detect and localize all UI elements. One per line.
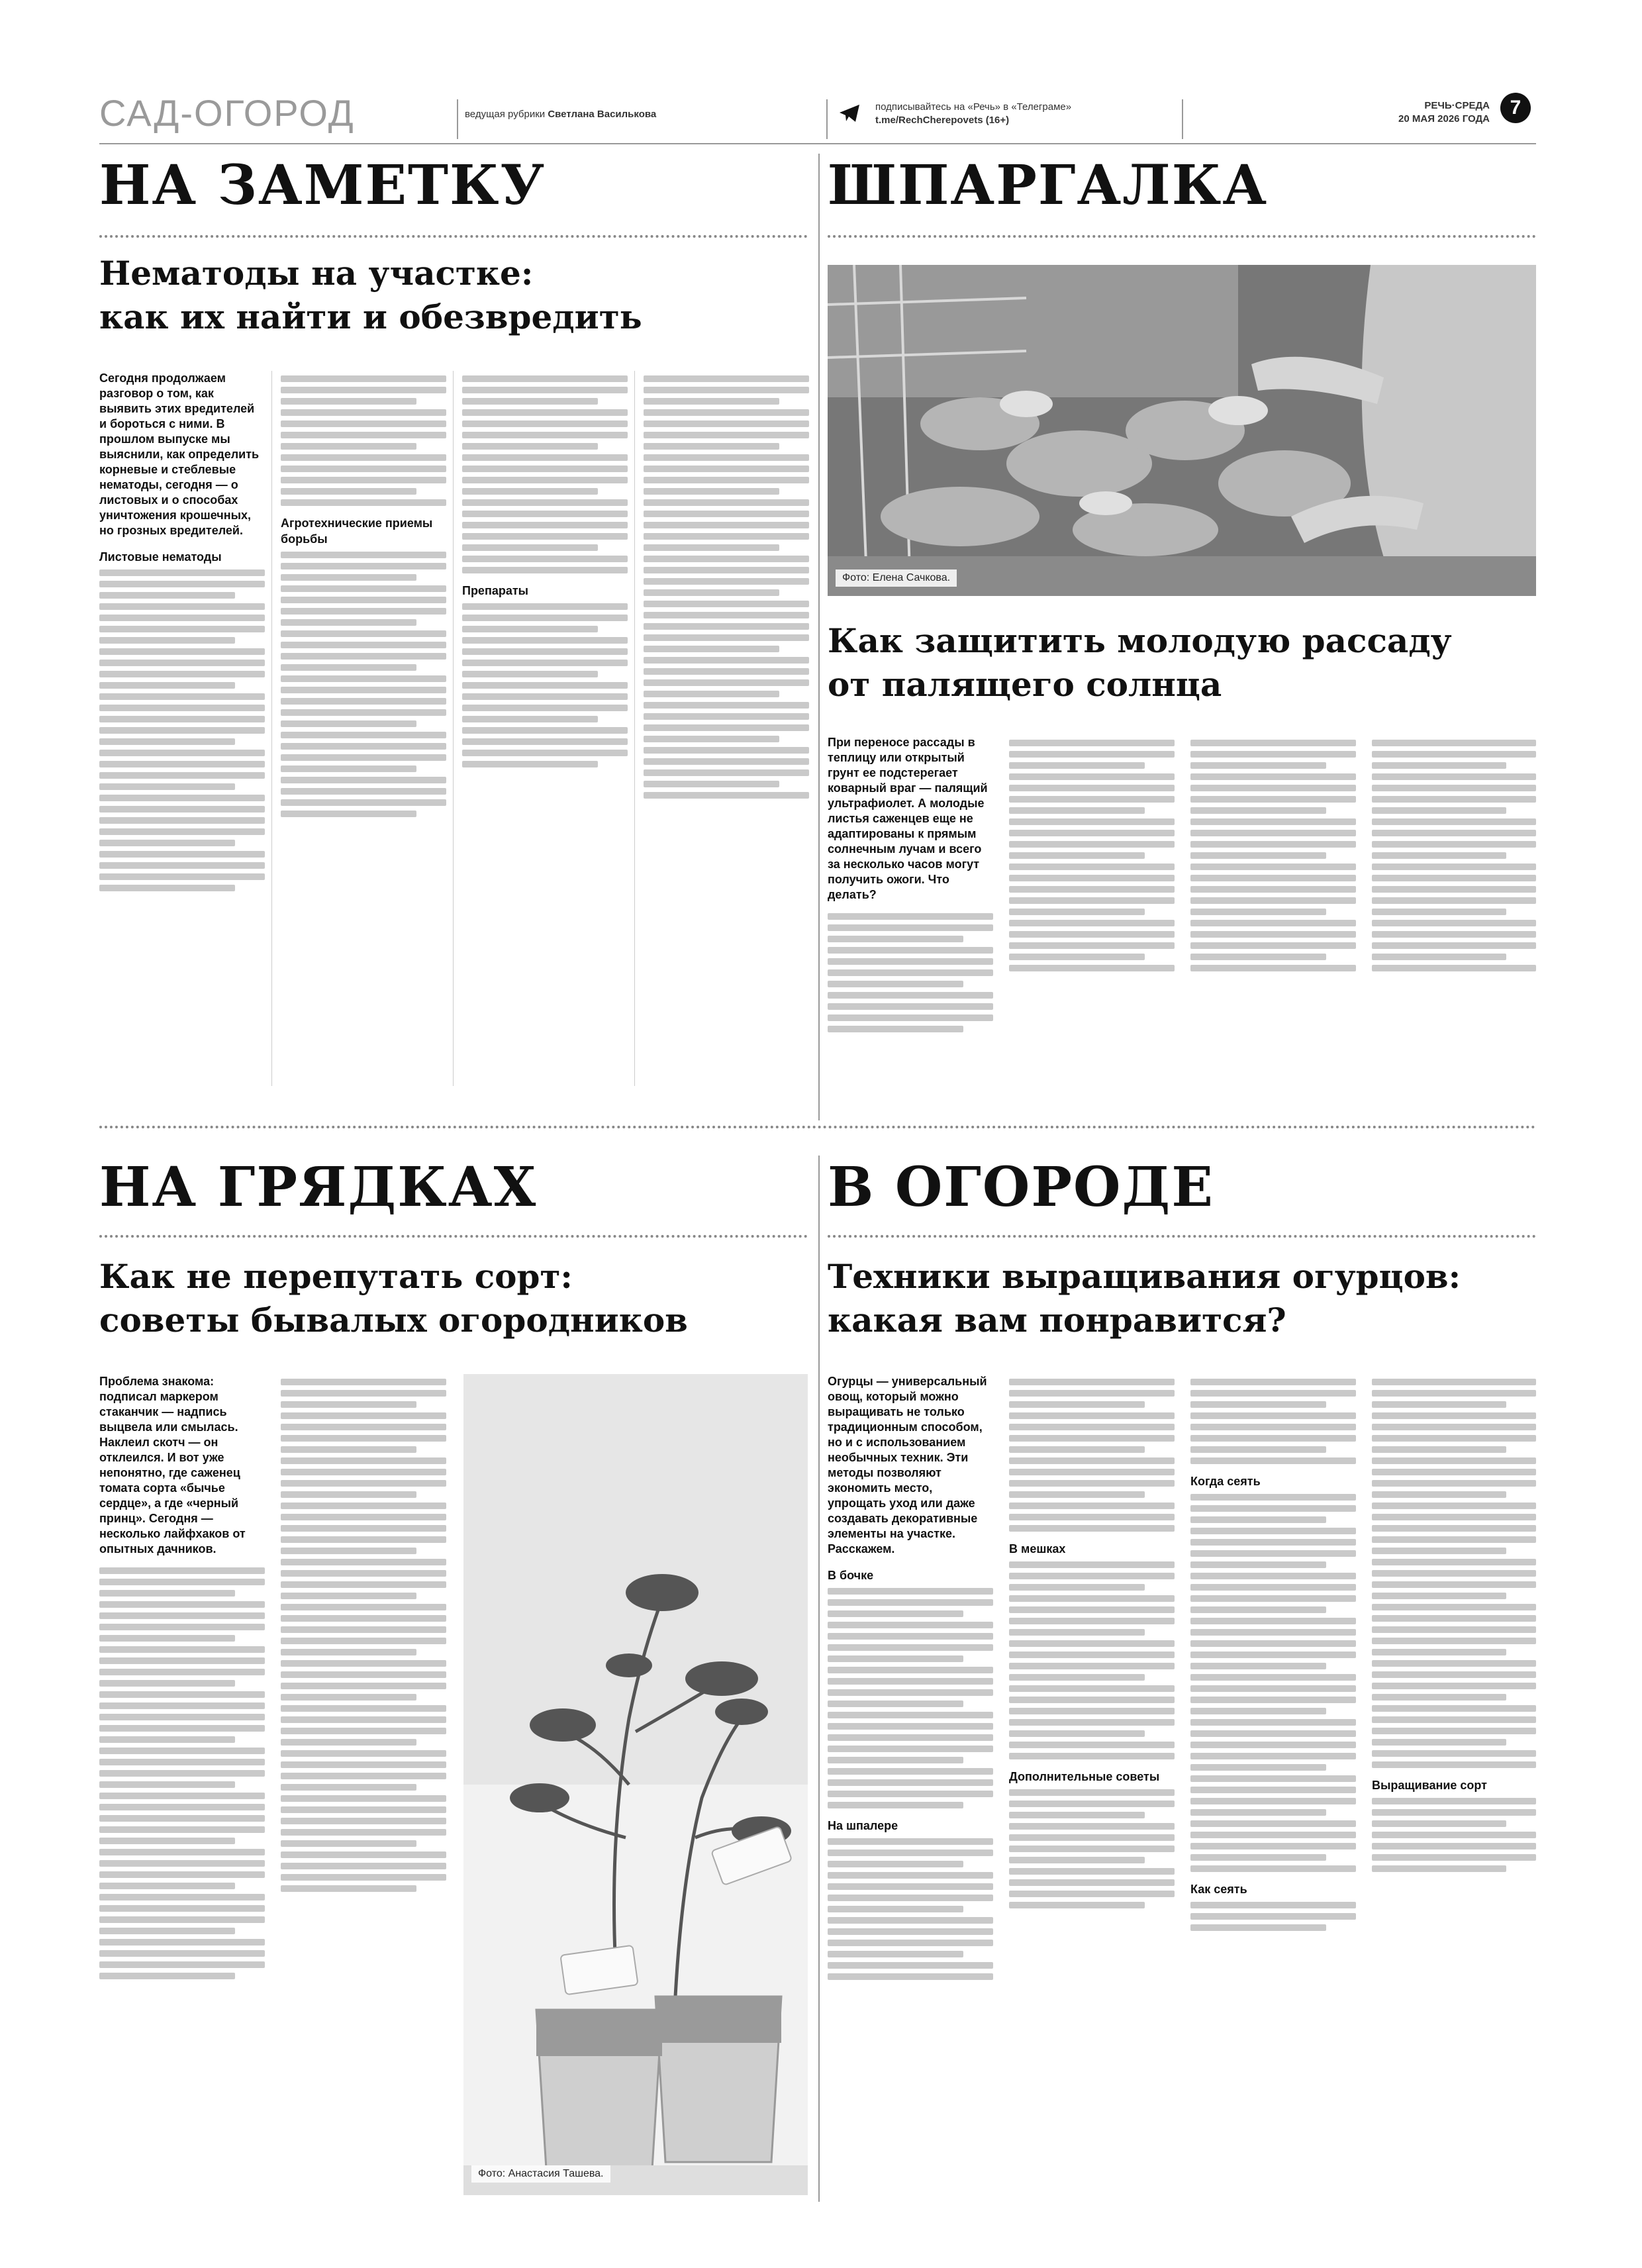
article-column bbox=[99, 1374, 265, 2195]
headline-line: какая вам понравится? bbox=[828, 1301, 1286, 1340]
article-column bbox=[1190, 1374, 1356, 2195]
article-subhead: Препараты bbox=[462, 584, 529, 597]
column-divider bbox=[453, 371, 454, 1086]
page-number: 7 bbox=[1500, 93, 1531, 123]
headline-line: как их найти и обезвредить bbox=[99, 297, 642, 336]
article-column bbox=[1372, 735, 1536, 1086]
section-title-garden: В ОГОРОДЕ bbox=[828, 1156, 1214, 1219]
article-subhead: Выращивание сорт bbox=[1372, 1779, 1487, 1792]
article-lead: Сегодня продолжаем разговор о том, как выявить этих вредителей и бороться с ними. В прошлом выпуске мы выяснили, как определить корневые и стеблевые нематоды, сегодня — о листовых и о способах уничтожения крошечных, но грозных вредителей. bbox=[99, 371, 260, 537]
article-subhead: Агротехнические приемы борьбы bbox=[281, 517, 433, 546]
rubric-label: САД-ОГОРОД bbox=[99, 92, 355, 134]
editor-name: Светлана Василькова bbox=[548, 109, 657, 120]
tomato-seedlings-photo bbox=[463, 1374, 808, 2195]
page-center-rule bbox=[818, 1156, 820, 2202]
article-lead: При переносе рассады в теплицу или открытый грунт ее подстерегает коварный враг — палящий ультрафиолет. А молодые листья саженцев еще не адаптированы к прямым солнечным лучам и всего за несколько часов могут получить ожоги. Что делать? bbox=[828, 736, 988, 901]
article-column bbox=[828, 1374, 993, 2195]
photo-caption: Фото: Елена Сачкова. bbox=[836, 569, 957, 587]
article-subhead: Дополнительные советы bbox=[1009, 1770, 1160, 1783]
seedlings-photo bbox=[828, 265, 1536, 596]
headline-line: Как защитить молодую рассаду bbox=[828, 621, 1452, 660]
section-rule bbox=[828, 235, 1536, 238]
article-subhead: Когда сеять bbox=[1190, 1475, 1261, 1488]
page-center-rule bbox=[818, 154, 820, 1120]
article-lead: Огурцы — универсальный овощ, который можно выращивать не только традиционным способом, но и с использованием необычных техник. Эти методы позволяют экономить место, упрощать уход или даже создавать декоративные элементы на участке. Расскажем. bbox=[828, 1375, 987, 1555]
subscribe-line: подписывайтесь на «Речь» в «Телеграме» bbox=[875, 101, 1072, 113]
photo-caption: Фото: Анастасия Ташева. bbox=[471, 2165, 610, 2183]
editor-credit bbox=[465, 108, 656, 121]
article-column bbox=[281, 371, 446, 1086]
article-subhead: В мешках bbox=[1009, 1542, 1066, 1555]
header-divider bbox=[1182, 99, 1183, 139]
section-rule bbox=[99, 1235, 808, 1238]
column-divider bbox=[634, 371, 635, 1086]
headline-line: от палящего солнца bbox=[828, 665, 1222, 704]
article-column bbox=[99, 371, 265, 1086]
article-headline-varieties bbox=[99, 1255, 688, 1342]
editor-prefix: ведущая рубрики bbox=[465, 109, 546, 120]
article-column bbox=[281, 1374, 446, 2195]
article-subhead: Как сеять bbox=[1190, 1883, 1247, 1896]
section-separator bbox=[99, 1126, 1536, 1128]
section-title-note: НА ЗАМЕТКУ bbox=[99, 154, 546, 217]
section-title-cheatsheet: ШПАРГАЛКА bbox=[828, 154, 1269, 217]
headline-line: Техники выращивания огурцов: bbox=[828, 1257, 1461, 1296]
article-headline-seedlings bbox=[828, 619, 1452, 707]
article-column bbox=[1009, 735, 1175, 1086]
article-column bbox=[644, 371, 809, 1086]
header-divider bbox=[826, 99, 828, 139]
subscribe-info bbox=[875, 101, 1071, 127]
article-column bbox=[1009, 1374, 1175, 2195]
headline-line: Нематоды на участке: bbox=[99, 254, 534, 293]
article-subhead: На шпалере bbox=[828, 1819, 898, 1832]
article-column bbox=[1372, 1374, 1536, 2195]
section-rule bbox=[828, 1235, 1536, 1238]
article-column bbox=[462, 371, 628, 1086]
headline-line: советы бывалых огородников bbox=[99, 1301, 688, 1340]
section-rule bbox=[99, 235, 808, 238]
article-subhead: Листовые нематоды bbox=[99, 550, 222, 564]
issue-date: 20 МАЯ 2026 ГОДА bbox=[1398, 113, 1490, 124]
column-divider bbox=[271, 371, 272, 1086]
section-title-beds: НА ГРЯДКАХ bbox=[99, 1156, 538, 1219]
telegram-link[interactable]: t.me/RechCherepovets (16+) bbox=[875, 115, 1010, 126]
article-headline-cucumbers bbox=[828, 1255, 1461, 1342]
telegram-icon bbox=[838, 103, 861, 123]
article-column bbox=[1190, 735, 1356, 1086]
article-headline-nematodes bbox=[99, 252, 642, 339]
issue-info bbox=[1371, 99, 1490, 126]
article-lead: Проблема знакома: подписал маркером стаканчик — надпись выцвела или смылась. Наклеил скотч — он отклеился. И вот уже непонятно, где саженец томата сорта «бычье сердце», а где «черный принц». Сегодня — несколько лайфхаков от опытных дачников. bbox=[99, 1375, 246, 1555]
headline-line: Как не перепутать сорт: bbox=[99, 1257, 573, 1296]
header-divider bbox=[457, 99, 458, 139]
article-subhead: В бочке bbox=[828, 1569, 874, 1582]
article-column bbox=[828, 735, 993, 1086]
newspaper-name: РЕЧЬ·СРЕДА bbox=[1424, 100, 1490, 111]
header-rule bbox=[99, 143, 1536, 144]
